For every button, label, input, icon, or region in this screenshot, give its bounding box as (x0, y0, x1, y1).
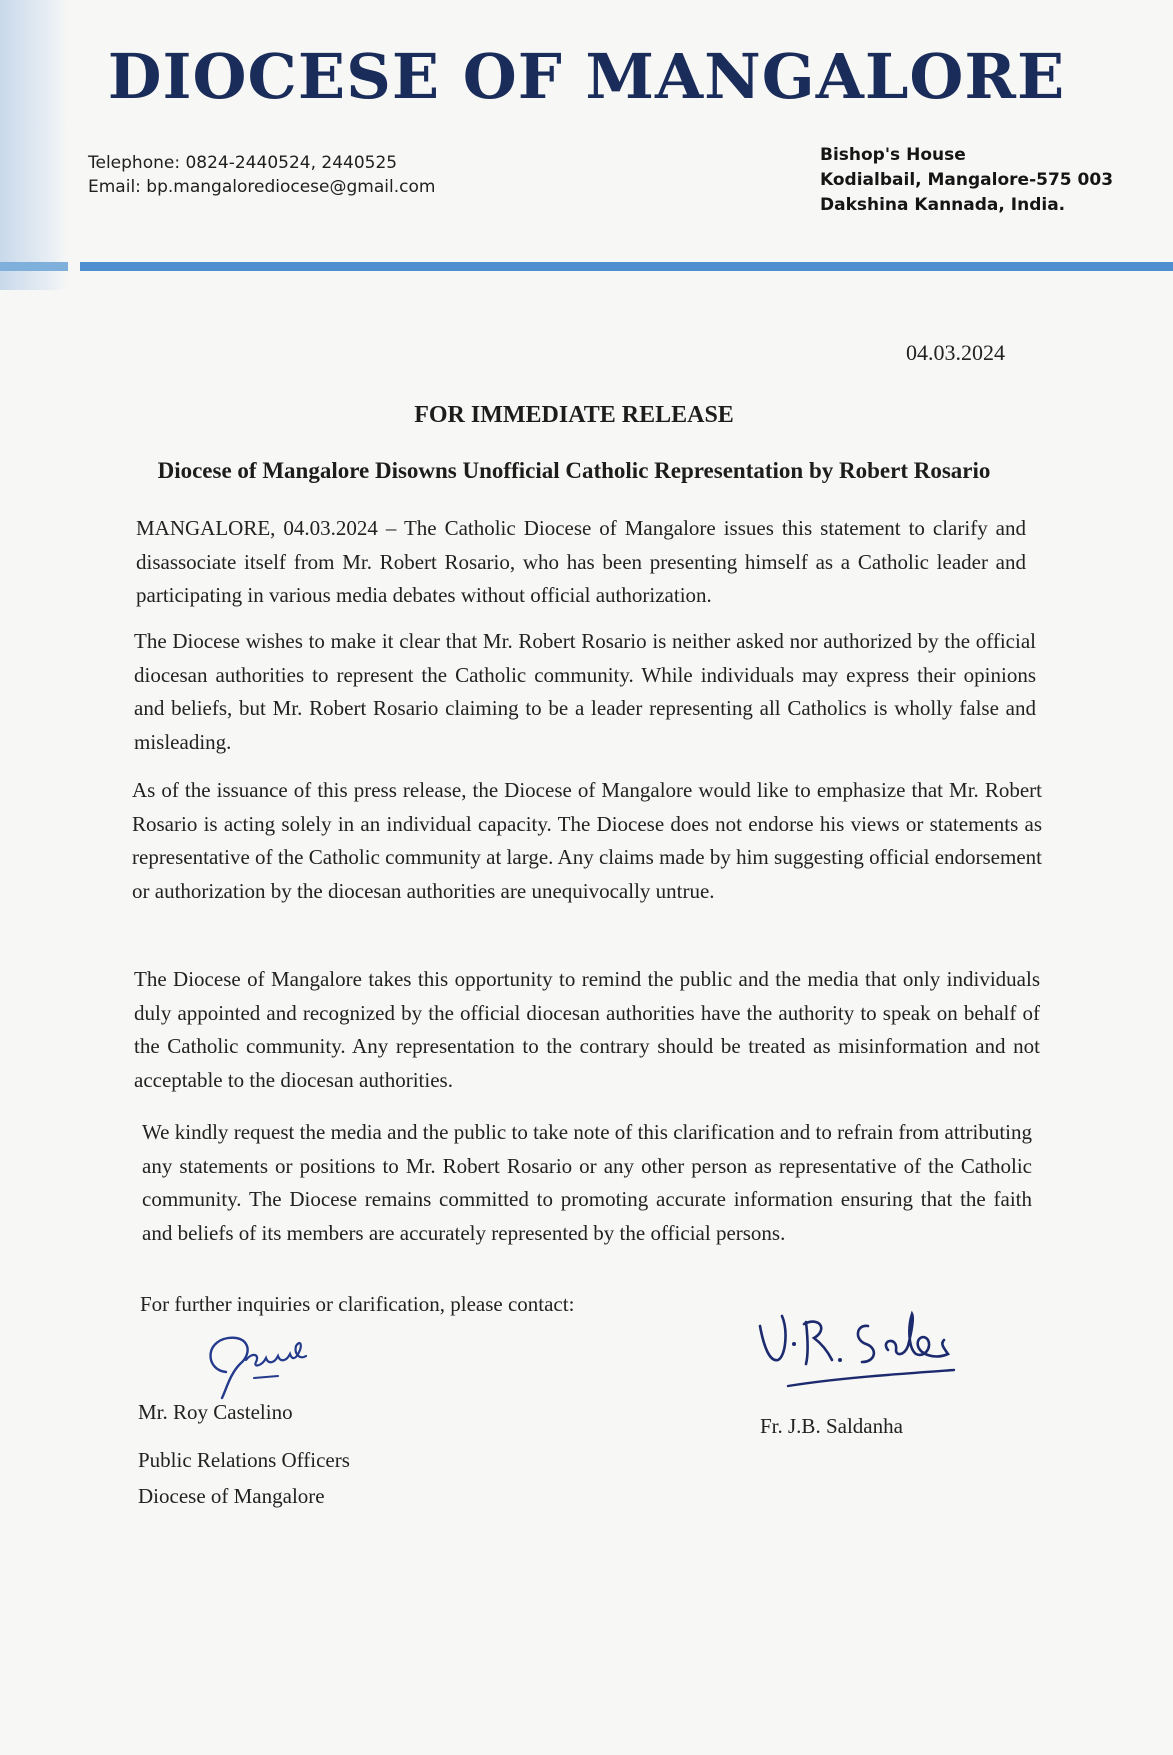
signatory-left-org: Diocese of Mangalore (138, 1484, 325, 1508)
contact-line: For further inquiries or clarification, please contact: (140, 1292, 575, 1316)
email-line: Email: bp.mangalorediocese@gmail.com (88, 177, 436, 197)
letterhead-rule (0, 262, 1173, 271)
letterhead-contact (88, 151, 435, 199)
letterhead-rule-gap (68, 262, 80, 271)
signatory-right-name: Fr. J.B. Saldanha (760, 1414, 903, 1438)
address-line-1: Bishop's House (820, 145, 966, 165)
body-paragraph-1: MANGALORE, 04.03.2024 – The Catholic Diocese of Mangalore issues this statement to clarify and disassociate itself from Mr. Robert Rosario, who has been presenting himself as a Catholic leader and participating in various media debates without official authorization. (136, 516, 1026, 607)
release-label: FOR IMMEDIATE RELEASE (414, 402, 734, 428)
telephone-line: Telephone: 0824-2440524, 2440525 (88, 153, 398, 173)
body-paragraph-4: The Diocese of Mangalore takes this opportunity to remind the public and the media that only individuals duly appointed and recognized by the official diocesan authorities have the authority to speak on behalf of the Catholic community. Any representation to the contrary should be treated as misinformation and not acceptable to the diocesan authorities. (134, 967, 1040, 1092)
signatory-left (138, 1400, 350, 1520)
signatory-left-name: Mr. Roy Castelino (138, 1400, 293, 1424)
letter-date: 04.03.2024 (906, 340, 1005, 365)
body-paragraph-5: We kindly request the media and the public to take note of this clarification and to refrain from attributing any statements or positions to Mr. Robert Rosario or any other person as representative of the Catholic community. The Diocese remains committed to promoting accurate information ensuring that the faith and beliefs of its members are accurately represented by the official persons. (142, 1120, 1032, 1245)
body-paragraph-2: The Diocese wishes to make it clear that Mr. Robert Rosario is neither asked nor authorized by the official diocesan authorities to represent the Catholic community. While individuals may express their opinions and beliefs, but Mr. Robert Rosario claiming to be a leader representing all Catholics is wholly false and misleading. (134, 629, 1036, 754)
letterhead-address (820, 143, 1113, 218)
letterhead-title: DIOCESE OF MANGALORE (107, 40, 1066, 113)
signature-right (748, 1300, 978, 1410)
address-line-2: Kodialbail, Mangalore-575 003 (820, 170, 1114, 190)
address-line-3: Dakshina Kannada, India. (820, 195, 1066, 215)
press-headline: Diocese of Mangalore Disowns Unofficial Catholic Representation by Robert Rosario (157, 458, 991, 483)
body-paragraph-3: As of the issuance of this press release, the Diocese of Mangalore would like to emphasize that Mr. Robert Rosario is acting solely in an individual capacity. The Diocese does not endorse his views or statements as representative of the Catholic community at large. Any claims made by him suggesting official endorsement or authorization by the diocesan authorities are unequivocally untrue. (132, 778, 1042, 903)
signature-left (196, 1330, 366, 1400)
signatory-left-role: Public Relations Officers (138, 1448, 350, 1472)
